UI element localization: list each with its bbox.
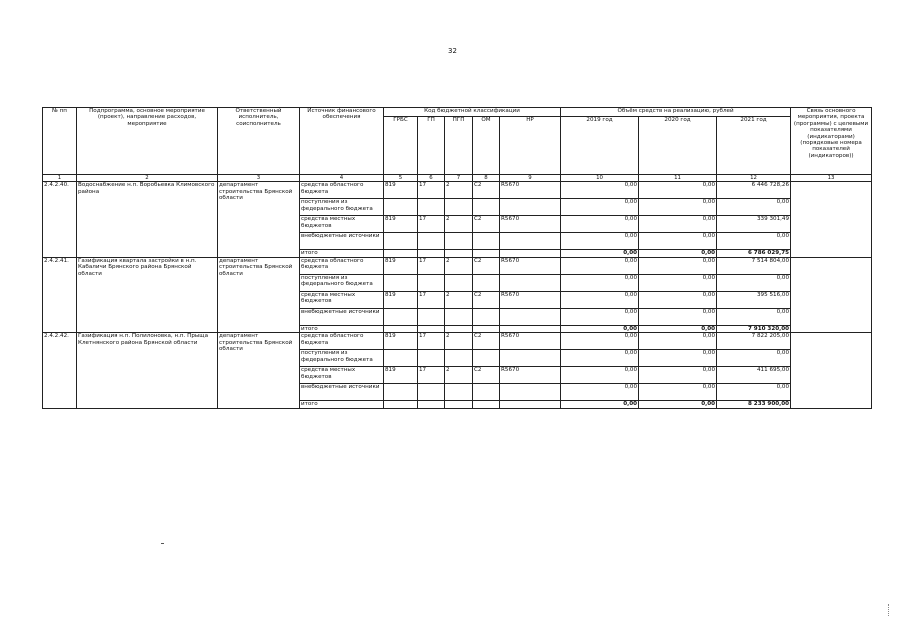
empty-code-cell (418, 250, 445, 257)
code-om: С2 (473, 333, 500, 350)
funding-source: средства местных бюджетов (300, 291, 384, 308)
code-gp: 17 (418, 257, 445, 274)
code-om: С2 (473, 216, 500, 233)
funding-source: внебюджетные источники (300, 384, 384, 401)
code-nr (500, 308, 561, 325)
empty-code-cell (500, 401, 561, 408)
code-om: С2 (473, 367, 500, 384)
table-row (43, 333, 872, 350)
amount-2021: 0,00 (717, 233, 791, 250)
column-number: 5 (384, 175, 418, 182)
table-row (43, 257, 872, 274)
amount-2019: 0,00 (561, 350, 639, 367)
empty-code-cell (418, 401, 445, 408)
amount-2019: 0,00 (561, 199, 639, 216)
code-nr: R5670 (500, 291, 561, 308)
code-grbs: 819 (384, 291, 418, 308)
column-number: 9 (500, 175, 561, 182)
amount-2019: 0,00 (561, 367, 639, 384)
empty-code-cell (500, 250, 561, 257)
amount-2020: 0,00 (639, 367, 717, 384)
code-nr: R5670 (500, 216, 561, 233)
header-row-1 (43, 108, 872, 117)
empty-code-cell (384, 401, 418, 408)
amount-2020: 0,00 (639, 257, 717, 274)
empty-code-cell (473, 401, 500, 408)
column-number: 6 (418, 175, 445, 182)
code-nr (500, 384, 561, 401)
measure-executor: департамент строительства Брянской области (218, 182, 300, 257)
code-grbs: 819 (384, 216, 418, 233)
amount-2020: 0,00 (639, 182, 717, 199)
measure-number: 2.4.2.41. (43, 257, 77, 332)
code-gp: 17 (418, 291, 445, 308)
code-gp (418, 308, 445, 325)
header-budget-code: Код бюджетной классификации (384, 108, 561, 117)
total-label: итого (300, 401, 384, 408)
code-nr (500, 274, 561, 291)
page-number: 32 (448, 47, 457, 55)
code-om (473, 233, 500, 250)
column-number: 11 (639, 175, 717, 182)
code-grbs: 819 (384, 182, 418, 199)
funding-source: поступления из федерального бюджета (300, 350, 384, 367)
code-gp (418, 233, 445, 250)
measure-number: 2.4.2.42. (43, 333, 77, 408)
column-number: 10 (561, 175, 639, 182)
code-grbs (384, 274, 418, 291)
header-code-gp: ГП (418, 117, 445, 175)
code-grbs (384, 350, 418, 367)
empty-code-cell (473, 325, 500, 332)
measure-title: Газификация квартала застройки в н.п. Кабаличи Брянского района Брянской области (77, 257, 218, 332)
amount-2019: 0,00 (561, 308, 639, 325)
amount-2021: 395 516,00 (717, 291, 791, 308)
code-pgp: 2 (445, 333, 473, 350)
column-number: 8 (473, 175, 500, 182)
amount-2020: 0,00 (639, 384, 717, 401)
measure-title: Газификация н.п. Полилоновка, н.п. Прыща Клетнянского района Брянской области (77, 333, 218, 408)
code-om (473, 384, 500, 401)
column-number-row (43, 175, 872, 182)
code-pgp: 2 (445, 257, 473, 274)
funding-source: средства областного бюджета (300, 257, 384, 274)
column-number: 7 (445, 175, 473, 182)
funding-source: внебюджетные источники (300, 308, 384, 325)
funding-source: средства областного бюджета (300, 182, 384, 199)
amount-2019: 0,00 (561, 257, 639, 274)
code-gp: 17 (418, 216, 445, 233)
total-2020: 0,00 (639, 250, 717, 257)
code-nr (500, 199, 561, 216)
amount-2020: 0,00 (639, 233, 717, 250)
amount-2020: 0,00 (639, 308, 717, 325)
measure-title: Водоснабжение н.п. Воробьевка Климовского района (77, 182, 218, 257)
column-number: 1 (43, 175, 77, 182)
code-om: С2 (473, 182, 500, 199)
code-grbs (384, 199, 418, 216)
code-gp: 17 (418, 367, 445, 384)
code-grbs (384, 308, 418, 325)
total-2019: 0,00 (561, 401, 639, 408)
amount-2021: 0,00 (717, 384, 791, 401)
header-volume: Объём средств на реализацию, рублей (561, 108, 791, 117)
code-pgp (445, 350, 473, 367)
indicator-link-cell (791, 333, 872, 408)
amount-2019: 0,00 (561, 233, 639, 250)
measure-executor: департамент строительства Брянской области (218, 257, 300, 332)
header-year-2020: 2020 год (639, 117, 717, 175)
code-pgp (445, 199, 473, 216)
code-om (473, 274, 500, 291)
header-year-2019: 2019 год (561, 117, 639, 175)
funding-source: внебюджетные источники (300, 233, 384, 250)
empty-code-cell (473, 250, 500, 257)
code-gp (418, 350, 445, 367)
code-gp (418, 384, 445, 401)
code-nr: R5670 (500, 333, 561, 350)
empty-code-cell (418, 325, 445, 332)
column-number: 4 (300, 175, 384, 182)
code-pgp (445, 308, 473, 325)
code-pgp: 2 (445, 291, 473, 308)
amount-2021: 0,00 (717, 274, 791, 291)
code-nr: R5670 (500, 257, 561, 274)
code-pgp: 2 (445, 216, 473, 233)
total-label: итого (300, 250, 384, 257)
header-code-grbs: ГРБС (384, 117, 418, 175)
column-number: 3 (218, 175, 300, 182)
empty-code-cell (445, 325, 473, 332)
amount-2020: 0,00 (639, 291, 717, 308)
column-number: 13 (791, 175, 872, 182)
code-gp: 17 (418, 333, 445, 350)
code-gp (418, 199, 445, 216)
funding-source: средства областного бюджета (300, 333, 384, 350)
code-grbs (384, 384, 418, 401)
header-code-om: ОМ (473, 117, 500, 175)
funding-source: поступления из федерального бюджета (300, 274, 384, 291)
empty-code-cell (500, 325, 561, 332)
amount-2021: 0,00 (717, 308, 791, 325)
header-year-2021: 2021 год (717, 117, 791, 175)
funding-source: поступления из федерального бюджета (300, 199, 384, 216)
amount-2021: 339 301,49 (717, 216, 791, 233)
code-pgp: 2 (445, 182, 473, 199)
budget-table (42, 107, 872, 409)
code-om: С2 (473, 257, 500, 274)
header-program: Подпрограмма, основное мероприятие (проект), направление расходов, мероприятие (77, 108, 218, 175)
table-body (43, 182, 872, 408)
funding-source: средства местных бюджетов (300, 216, 384, 233)
header-link: Связь основного мероприятия, проекта (программы) с целевыми показателями (индикаторами) (порядковые номера показателей (индикаторов)) (791, 108, 872, 175)
table-row (43, 182, 872, 199)
empty-code-cell (384, 250, 418, 257)
code-pgp: 2 (445, 367, 473, 384)
total-label: итого (300, 325, 384, 332)
amount-2021: 0,00 (717, 199, 791, 216)
code-pgp (445, 384, 473, 401)
code-nr: R5670 (500, 182, 561, 199)
code-grbs (384, 233, 418, 250)
header-num: № пп (43, 108, 77, 175)
amount-2021: 411 695,00 (717, 367, 791, 384)
column-number: 2 (77, 175, 218, 182)
amount-2021: 6 446 728,26 (717, 182, 791, 199)
code-gp (418, 274, 445, 291)
amount-2020: 0,00 (639, 350, 717, 367)
funding-source: средства местных бюджетов (300, 367, 384, 384)
code-grbs: 819 (384, 257, 418, 274)
amount-2021: 7 822 205,00 (717, 333, 791, 350)
amount-2020: 0,00 (639, 216, 717, 233)
amount-2019: 0,00 (561, 291, 639, 308)
total-2021: 8 233 900,00 (717, 401, 791, 408)
code-om (473, 199, 500, 216)
indicator-link-cell (791, 257, 872, 332)
code-grbs: 819 (384, 367, 418, 384)
amount-2020: 0,00 (639, 199, 717, 216)
amount-2021: 0,00 (717, 350, 791, 367)
total-2019: 0,00 (561, 325, 639, 332)
empty-code-cell (445, 401, 473, 408)
code-om: С2 (473, 291, 500, 308)
header-executor: Ответственный исполнитель, соисполнитель (218, 108, 300, 175)
empty-code-cell (445, 250, 473, 257)
amount-2019: 0,00 (561, 384, 639, 401)
indicator-link-cell (791, 182, 872, 257)
code-nr: R5670 (500, 367, 561, 384)
code-pgp (445, 274, 473, 291)
total-2021: 6 786 029,75 (717, 250, 791, 257)
measure-executor: департамент строительства Брянской области (218, 333, 300, 408)
code-om (473, 308, 500, 325)
amount-2019: 0,00 (561, 216, 639, 233)
empty-code-cell (384, 325, 418, 332)
code-om (473, 350, 500, 367)
total-2021: 7 910 320,00 (717, 325, 791, 332)
code-gp: 17 (418, 182, 445, 199)
total-2020: 0,00 (639, 325, 717, 332)
amount-2021: 7 514 804,00 (717, 257, 791, 274)
measure-number: 2.4.2.40. (43, 182, 77, 257)
amount-2019: 0,00 (561, 333, 639, 350)
scan-speck (161, 543, 164, 544)
total-2020: 0,00 (639, 401, 717, 408)
code-grbs: 819 (384, 333, 418, 350)
code-pgp (445, 233, 473, 250)
header-source: Источник финансового обеспечения (300, 108, 384, 175)
amount-2020: 0,00 (639, 333, 717, 350)
column-number: 12 (717, 175, 791, 182)
header-code-pgp: ПГП (445, 117, 473, 175)
total-2019: 0,00 (561, 250, 639, 257)
code-nr (500, 350, 561, 367)
amount-2020: 0,00 (639, 274, 717, 291)
amount-2019: 0,00 (561, 182, 639, 199)
header-code-nr: НР (500, 117, 561, 175)
code-nr (500, 233, 561, 250)
amount-2019: 0,00 (561, 274, 639, 291)
scan-edge-marks (888, 604, 890, 616)
